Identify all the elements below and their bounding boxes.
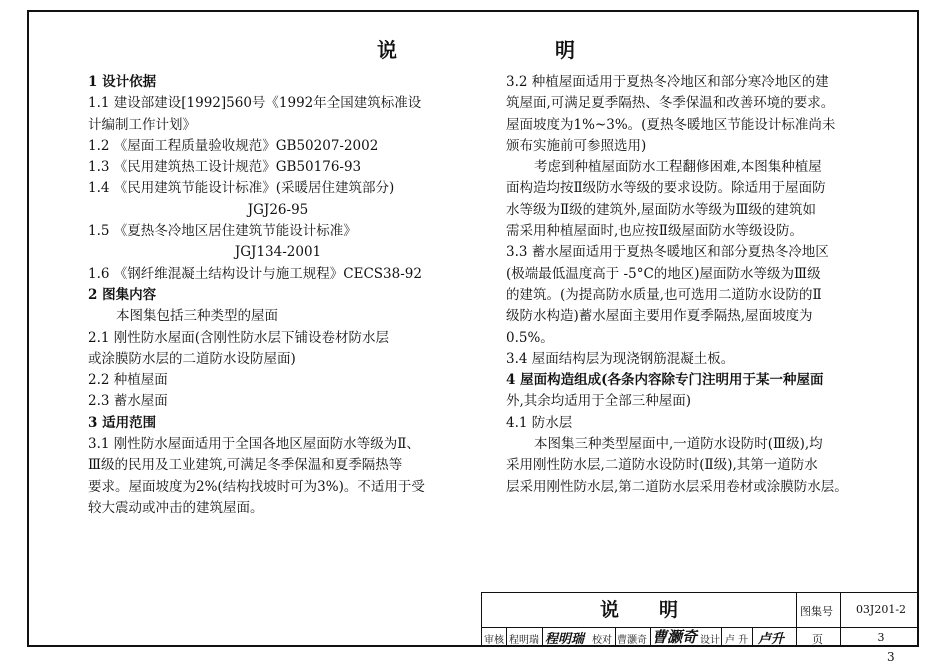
- text-line: 0.5%。: [506, 329, 554, 346]
- reviewer-name: 程明瑞: [509, 635, 539, 646]
- right-column: [506, 72, 896, 498]
- text-line: 2 图集内容: [88, 286, 157, 303]
- design-label: 设计: [700, 635, 720, 646]
- text-line: 较大震动或冲击的建筑屋面。: [88, 499, 264, 516]
- text-line: 层采用刚性防水层,第二道防水层采用卷材或涂膜防水层。: [506, 478, 848, 495]
- reviewer-signature: 程明瑞: [545, 632, 585, 647]
- designer-signature: 卢升: [758, 632, 785, 647]
- text-line: Ⅲ级的民用及工业建筑,可满足冬季保温和夏季隔热等: [88, 457, 403, 474]
- atlas-label: 图集号: [800, 605, 833, 618]
- footer-page-number: 3: [887, 650, 895, 664]
- title-block-title: 说明: [599, 599, 718, 621]
- text-line: 面构造均按Ⅱ级防水等级的要求设防。除适用于屋面防: [506, 180, 826, 197]
- text-line: 2.3 蓄水屋面: [88, 393, 168, 410]
- text-line: 要求。屋面坡度为2%(结构找坡时可为3%)。不适用于受: [88, 478, 425, 495]
- text-line: 2.1 刚性防水屋面(含刚性防水层下铺设卷材防水层: [88, 329, 390, 346]
- text-line: 1 设计依据: [88, 74, 157, 90]
- text-line: 1.2 《屋面工程质量验收规范》GB50207-2002: [88, 137, 379, 154]
- text-line: 颁布实施前可参照选用): [506, 137, 647, 154]
- text-line: 或涂膜防水层的二道防水设防屋面): [88, 350, 296, 367]
- text-line: 1.6 《钢纤维混凝土结构设计与施工规程》CECS38-92: [88, 265, 422, 282]
- text-line: 3.2 种植屋面适用于夏热冬冷地区和部分寒冷地区的建: [506, 74, 829, 90]
- text-line: 考虑到种植屋面防水工程翻修困难,本图集种植屋: [534, 159, 822, 176]
- text-line: 本图集三种类型屋面中,一道防水设防时(Ⅲ级),均: [534, 436, 823, 453]
- text-line: 1.4 《民用建筑节能设计标准》(采暖居住建筑部分): [88, 180, 395, 197]
- text-line: JGJ134-2001: [234, 244, 322, 261]
- text-line: (极端最低温度高于 -5°C的地区)屋面防水等级为Ⅲ级: [506, 265, 821, 282]
- text-line: 本图集包括三种类型的屋面: [116, 308, 278, 325]
- atlas-number: 03J201-2: [855, 603, 907, 616]
- check-label: 校对: [592, 635, 612, 646]
- left-column: [88, 72, 468, 519]
- page-title-right: 明: [555, 38, 577, 62]
- text-line: 的建筑。(为提高防水质量,也可选用二道防水设防的Ⅱ: [506, 286, 822, 303]
- text-line: 3.4 屋面结构层为现浇钢筋混凝土板。: [506, 350, 735, 367]
- text-line: 3 适用范围: [88, 414, 157, 431]
- text-line: 级防水构造)蓄水屋面主要用作夏季隔热,屋面坡度为: [506, 308, 813, 325]
- text-line: 需采用种植屋面时,也应按Ⅱ级屋面防水等级设防。: [506, 223, 803, 240]
- text-line: 筑屋面,可满足夏季隔热、冬季保温和改善环境的要求。: [506, 95, 835, 112]
- title-block: [481, 592, 918, 646]
- text-line: 外,其余均适用于全部三种屋面): [506, 393, 692, 410]
- text-line: 3.3 蓄水屋面适用于夏热冬暖地区和部分夏热冬冷地区: [506, 244, 829, 261]
- checker-name: 曹灏奇: [617, 635, 647, 646]
- text-line: 1.5 《夏热冬冷地区居住建筑节能设计标准》: [88, 223, 357, 240]
- text-line: 2.2 种植屋面: [88, 372, 168, 389]
- text-line: 4.1 防水层: [506, 414, 573, 431]
- page-title-left: 说: [377, 38, 399, 62]
- review-label: 审核: [484, 635, 504, 646]
- page-label: 页: [812, 633, 823, 646]
- text-line: 4 屋面构造组成(各条内容除专门注明用于某一种屋面: [506, 372, 824, 389]
- text-line: 屋面坡度为1%~3%。(夏热冬暖地区节能设计标准尚未: [506, 116, 836, 133]
- text-line: 计编制工作计划》: [88, 116, 196, 133]
- text-line: 3.1 刚性防水屋面适用于全国各地区屋面防水等级为Ⅱ、: [88, 436, 420, 453]
- designer-name: 卢 升: [725, 635, 749, 646]
- text-line: 水等级为Ⅱ级的建筑外,屋面防水等级为Ⅲ级的建筑如: [506, 201, 816, 218]
- checker-signature: 曹灏奇: [652, 628, 698, 646]
- text-line: 1.3 《民用建筑热工设计规范》GB50176-93: [88, 159, 362, 176]
- text-line: 采用刚性防水层,二道防水设防时(Ⅱ级),其第一道防水: [506, 457, 818, 474]
- text-line: JGJ26-95: [247, 201, 309, 218]
- page-number: 3: [877, 631, 885, 644]
- text-line: 1.1 建设部建设[1992]560号《1992年全国建筑标准设: [88, 95, 422, 112]
